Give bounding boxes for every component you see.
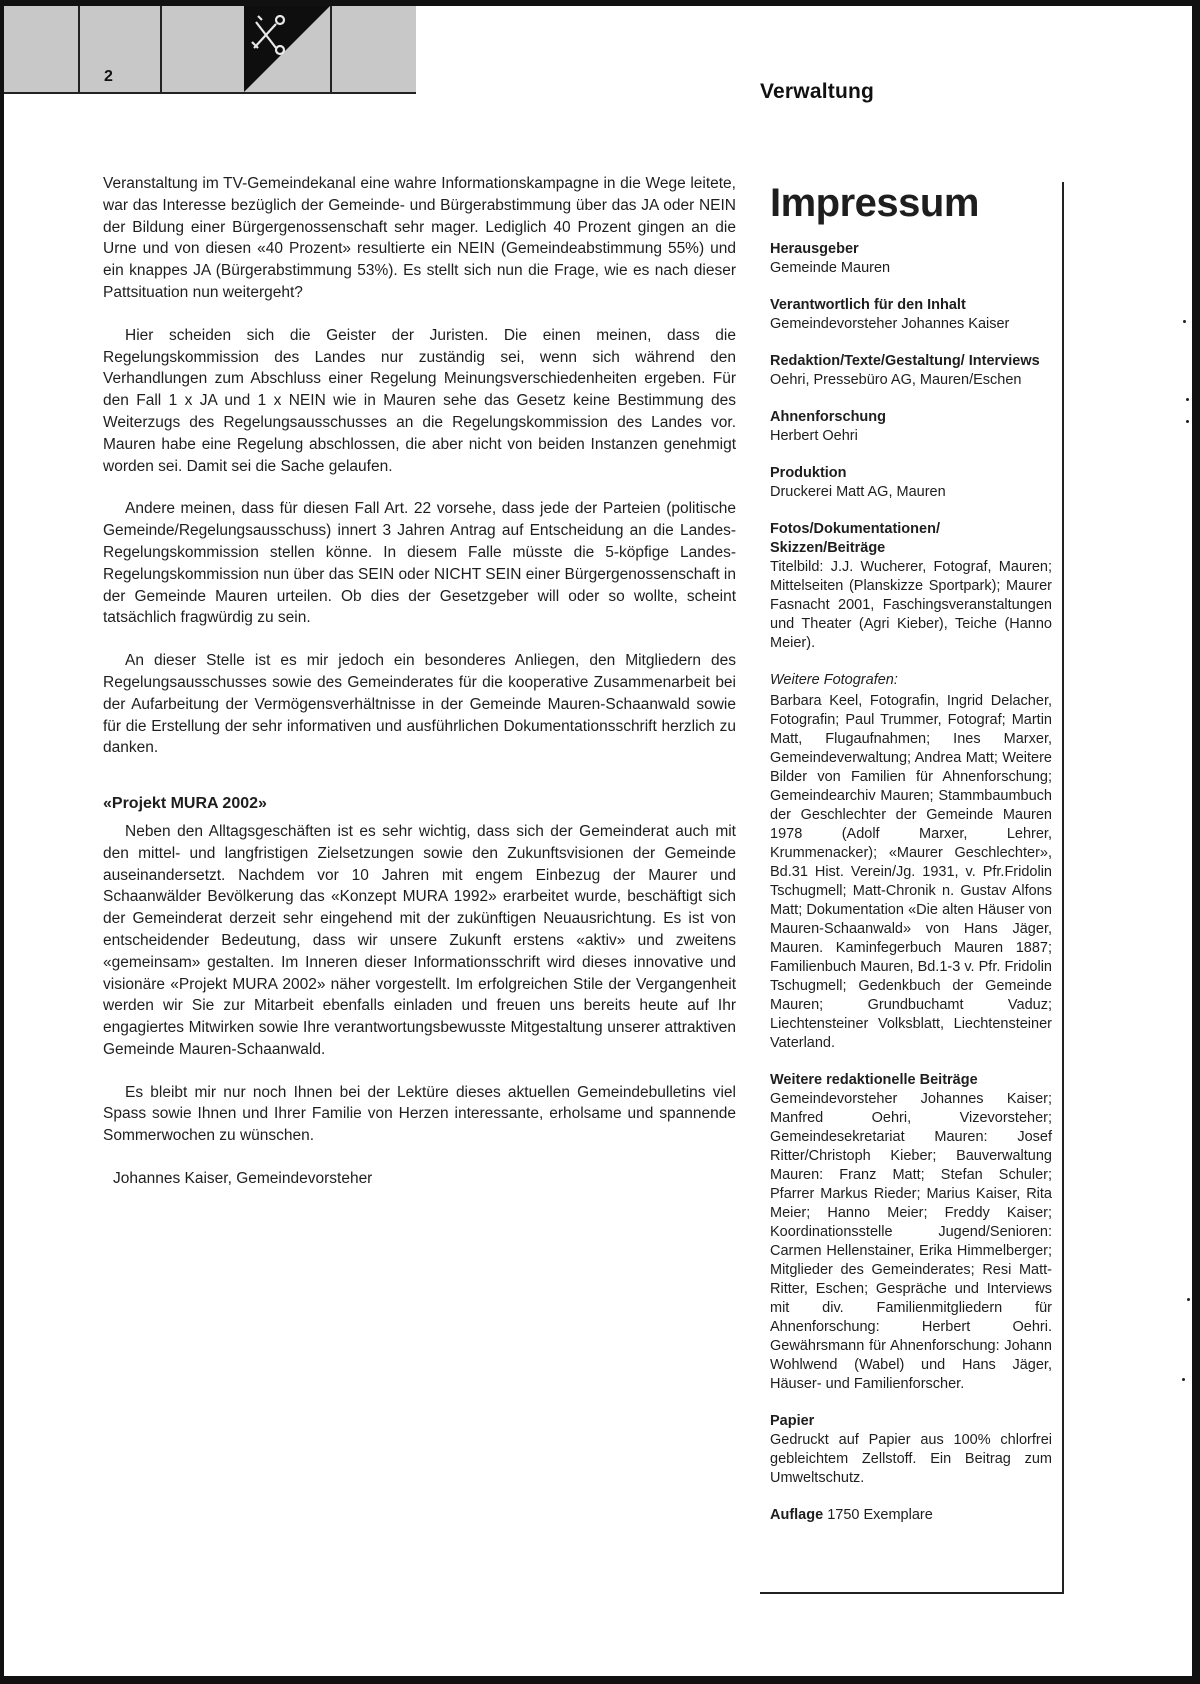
article-paragraph: Andere meinen, dass für diesen Fall Art. 22 vorsehe, dass jede der Parteien (politische Gemeinde/Regelungsausschuss) innert 3 Jahren Antrag auf Entscheidung an die Landes-Regelungskommission stellen könne. In diesem Falle müsste die 5-köpfige Landes-Regelungskommission nun über das SEIN oder NICHT SEIN einer Bürgergenossenschaft in der Gemeinde Mauren urteilen. Ob dies der Gesetzgeber will oder so wollte, scheint tatsächlich fragwürdig zu sein. xyxy=(103,500,736,627)
impressum-value: Gemeindevorsteher Johannes Kaiser; Manfred Oehri, Vizevorsteher; Gemeindesekretariat Mauren: Josef Ritter/Christoph Kieber; Bauverwaltung Mauren: Franz Matt; Stefan Schuler; Pfarrer Markus Rieder; Marius Kaiser, Rita Meier; Hanno Meier; Freddy Kaiser; Koordinationsstelle Jugend/Senioren: Carmen Hellenstainer, Erika Himmelberger; Mitglieder des Gemeinderates; Resi Matt-Ritter, Eschen; Gespräche und Interviews mit div. Familienmitgliedern für Ahnenforschung: Herbert Oehri. Gewährsmann für Ahnenforschung: Johann Wohlwend (Wabel) und Hans Jäger, Häuser- und Familienforscher. xyxy=(770,1091,1052,1392)
impressum-value: Barbara Keel, Fotografin, Ingrid Delacher, Fotografin; Paul Trummer, Fotograf; Martin Matt, Flugaufnahmen; Ines Marxer, Gemeindeverwaltung; Andrea Matt; Weitere Bilder von Familien für Ahnenforschung; Gemeindearchiv Mauren; Stammbaumbuch der Geschlechter der Gemeinde Mauren 1978 (Adolf Marxer, Lehrer, Krummenacker); «Maurer Geschlechter», Bd.31 Hist. Verein/Jg. 1931, v. Pfr.Fridolin Tschugmell; Matt-Chronik n. Gustav Alfons Matt; Dokumentation «Die alten Häuser von Mauren-Schaanwald» von Hans Jäger, Mauren. Kaminfegerbuch Mauren 1887; Familienbuch Mauren, Bd.1-3 v. Pfr. Fridolin Tschugmell; Gedenkbuch der Gemeinde Mauren; Grundbuchamt Vaduz; Liechtensteiner Volksblatt, Liechtensteiner Vaterland. xyxy=(770,693,1052,1051)
impressum-value: 1750 Exemplare xyxy=(823,1507,933,1523)
article-subheading: «Projekt MURA 2002» xyxy=(103,795,267,813)
impressum-title: Impressum xyxy=(770,181,979,225)
header-divider xyxy=(78,6,80,92)
impressum-label: Weitere redaktionelle Beiträge xyxy=(770,1072,978,1088)
impressum-value: Oehri, Pressebüro AG, Mauren/Eschen xyxy=(770,372,1022,388)
impressum-value: Gemeindevorsteher Johannes Kaiser xyxy=(770,316,1010,332)
header-band xyxy=(4,6,416,94)
impressum-weitere-fotografen xyxy=(770,671,1052,1053)
scan-speck xyxy=(1186,398,1189,401)
impressum-rule-horizontal xyxy=(760,1592,1064,1594)
impressum-value: Herbert Oehri xyxy=(770,428,858,444)
article-paragraph: An dieser Stelle ist es mir jedoch ein besonderes Anliegen, den Mitgliedern des Regelungsausschusses sowie des Gemeinderates für die kooperative Zusammenarbeit bei der Aufarbeitung der Vermögensverhältnisse in der Gemeinde Mauren-Schaanwald sowie für die Erstellung der sehr informativen und ausführlichen Dokumentationsschrift herzlich zu danken. xyxy=(103,652,736,757)
impressum-label: Produktion xyxy=(770,465,847,481)
impressum-ahnenforschung xyxy=(770,408,1052,446)
article-paragraph: Es bleibt mir nur noch Ihnen bei der Lektüre dieses aktuellen Gemeindebulletins viel Spass sowie Ihnen und Ihrer Familie von Herzen interessante, erholsame und spannende Sommerwochen zu wünschen. xyxy=(103,1083,736,1145)
crossed-keys-emblem-icon xyxy=(244,6,330,92)
impressum-label: Redaktion/Texte/Gestaltung/ Interviews xyxy=(770,353,1040,369)
impressum-beitraege xyxy=(770,1071,1052,1394)
article-paragraph: Neben den Alltagsgeschäften ist es sehr wichtig, dass sich der Gemeinderat auch mit den mittel- und langfristigen Zielsetzungen sowie den Zukunftsvisionen der Gemeinde auseinandersetzt. Nachdem vor 10 Jahren mit engem Einbezug der Maurer und Schaanwälder Bevölkerung das «Konzept MURA 1992» erarbeitet wurde, beschäftigt sich der Gemeinderat derzeit sehr eingehend mit der zukünftigen Neuausrichtung. Es ist von entscheidender Bedeutung, dass wir unsere Zukunft erstens «aktiv» und zweitens «gemeinsam» gestalten. Im Inneren dieser Informationsschrift wird dieses innovative und visionäre «Projekt MURA 2002» näher vorgestellt. Im erfolgreichen Stile der Vergangenheit werden wir Sie zur Mitarbeit ebenfalls einladen und freuen uns bereits heute auf Ihr engagiertes Mitwirken sowie Ihre verantwortungsbewusste Mitgestaltung unserer attraktiven Gemeinde Mauren-Schaanwald. xyxy=(103,822,736,1058)
scan-speck xyxy=(1187,1298,1190,1301)
scan-speck xyxy=(1183,320,1186,323)
impressum-produktion xyxy=(770,464,1052,502)
impressum-fotos xyxy=(770,520,1052,653)
impressum-value: Gedruckt auf Papier aus 100% chlorfrei gebleichtem Zellstoff. Ein Beitrag zum Umweltschutz. xyxy=(770,1432,1052,1486)
impressum-auflage xyxy=(770,1506,1052,1525)
impressum-label: Auflage xyxy=(770,1507,824,1523)
impressum-rule-vertical xyxy=(1062,182,1064,1594)
article-signature: Johannes Kaiser, Gemeindevorsteher xyxy=(113,1170,373,1188)
impressum-label: Ahnenforschung xyxy=(770,409,886,425)
impressum-redaktion xyxy=(770,352,1052,390)
impressum-label: Verantwortlich für den Inhalt xyxy=(770,297,966,313)
article-paragraph: Hier scheiden sich die Geister der Juristen. Die einen meinen, dass die Regelungskommission des Landes nur zuständig sei, wenn sich während den Verhandlungen zum Abschluss einer Regelung Meinungsverschiedenheiten ergeben. Für den Fall 1 x JA und 1 x NEIN wie in Mauren sehe das Gesetz keine Bestimmung des Weiterzugs des Regelungsausschusses an die Regelungskommission des Landes vor. Mauren habe eine Regelung abschlossen, die aber nicht von beiden Instanzen genehmigt worden sei. Damit sei die Sache gelaufen. xyxy=(103,326,736,475)
scan-border-left xyxy=(0,0,4,1684)
impressum-box xyxy=(770,180,1052,1543)
impressum-value: Druckerei Matt AG, Mauren xyxy=(770,484,946,500)
impressum-label: Herausgeber xyxy=(770,241,859,257)
impressum-label: Fotos/Dokumentationen/ Skizzen/Beiträge xyxy=(770,521,940,556)
impressum-verantwortlich xyxy=(770,296,1052,334)
header-divider xyxy=(330,6,332,92)
article-paragraph: Veranstaltung im TV-Gemeindekanal eine wahre Informationskampagne in die Wege leitete, war das Interesse bezüglich der Gemeinde- und Bürgerabstimmung über das JA oder NEIN der Bildung einer Bürgergenossenschaft sehr mager. Lediglich 40 Prozent gingen an die Urne und von diesen «40 Prozent» resultierte ein NEIN (Gemeindeabstimmung 55%) und ein knappes JA (Bürgerabstimmung 53%). Es stellt sich nun die Frage, wie es nach dieser Pattsituation nun weitergeht? xyxy=(103,175,736,301)
scan-speck xyxy=(1182,1378,1185,1381)
impressum-papier xyxy=(770,1412,1052,1488)
scan-border-right xyxy=(1192,0,1200,1684)
section-title: Verwaltung xyxy=(760,80,875,103)
scan-speck xyxy=(1186,420,1189,423)
impressum-value: Gemeinde Mauren xyxy=(770,260,891,276)
page-number: 2 xyxy=(104,68,113,85)
header-divider xyxy=(160,6,162,92)
article-column xyxy=(103,173,736,1211)
impressum-label: Papier xyxy=(770,1413,815,1429)
scan-border-bottom xyxy=(0,1676,1200,1684)
impressum-value: Titelbild: J.J. Wucherer, Fotograf, Mauren; Mittelseiten (Planskizze Sportpark); Maurer Fasnacht 2001, Faschingsveranstaltungen und Theater (Agri Kieber), Teiche (Hanno Meier). xyxy=(770,559,1052,651)
impressum-herausgeber xyxy=(770,240,1052,278)
impressum-label: Weitere Fotografen: xyxy=(770,672,898,688)
